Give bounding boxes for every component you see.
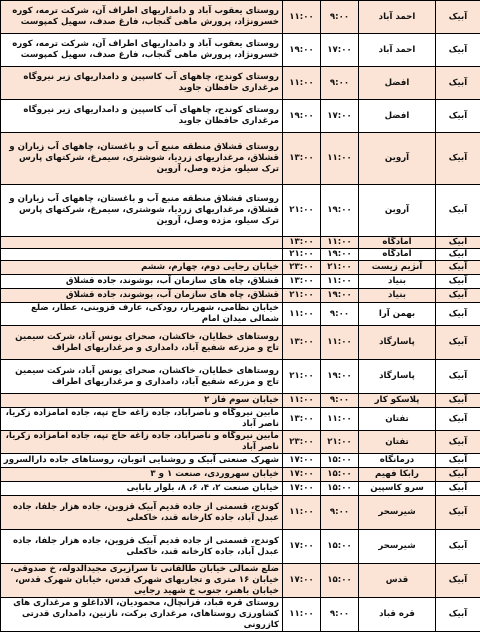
description-cell: خیابان رجایی دوم، چهارم، ششم xyxy=(1,261,283,275)
area-cell: رابکا فهیم xyxy=(359,468,436,482)
table-row xyxy=(1,237,480,249)
table-row xyxy=(1,326,480,360)
start-time-cell: ۱۵:۰۰ xyxy=(321,454,359,468)
end-time-cell: ۱۳:۰۰ xyxy=(283,237,321,249)
city-cell: آبیک xyxy=(436,100,480,133)
city-cell: آبیک xyxy=(436,598,480,632)
end-time-cell: ۲۳:۰۰ xyxy=(283,431,321,454)
table-row xyxy=(1,261,480,275)
start-time-cell: ۹:۰۰ xyxy=(321,1,359,34)
table-row xyxy=(1,564,480,598)
table-row xyxy=(1,431,480,454)
start-time-cell: ۹:۰۰ xyxy=(321,394,359,408)
table-row xyxy=(1,100,480,133)
table-row xyxy=(1,249,480,261)
description-cell: کوندج، قسمتی از جاده قدیم آبیک قزوین، جاده هزار جلفا، جاده عبدل آباد، جاده کارخانه قند، خاکعلی xyxy=(1,530,283,564)
description-cell: خیابان نظامی، شهریار، رودکی، عارف قزوینی، عطار، ضلع شمالی میدان امام xyxy=(1,303,283,326)
area-cell: آمادگاه xyxy=(359,249,436,261)
city-cell: آبیک xyxy=(436,303,480,326)
end-time-cell: ۱۷:۰۰ xyxy=(283,564,321,598)
table-row xyxy=(1,454,480,468)
end-time-cell: ۲۳:۰۰ xyxy=(283,261,321,275)
end-time-cell: ۱۱:۰۰ xyxy=(283,303,321,326)
start-time-cell: ۱۱:۰۰ xyxy=(321,326,359,360)
description-cell: شهرک صنعتی آبیک و روشنایی اتوبان، روستاهای جاده دارالسرور xyxy=(1,454,283,468)
area-cell: پاسارگاد xyxy=(359,326,436,360)
end-time-cell: ۱۹:۰۰ xyxy=(283,100,321,133)
table-row xyxy=(1,468,480,482)
area-cell: بنیاد xyxy=(359,289,436,303)
area-cell: قدس xyxy=(359,564,436,598)
end-time-cell: ۱۳:۰۰ xyxy=(283,408,321,431)
area-cell: افضل xyxy=(359,67,436,100)
table-row xyxy=(1,496,480,530)
table-row xyxy=(1,34,480,67)
city-cell: آبیک xyxy=(436,408,480,431)
table-row xyxy=(1,1,480,34)
area-cell: آمادگاه xyxy=(359,237,436,249)
description-cell: کوندج، قسمتی از جاده قدیم آبیک قزوین، جاده هزار جلفا، جاده عبدل آباد، جاده کارخانه قند، خاکعلی xyxy=(1,496,283,530)
city-cell: آبیک xyxy=(436,237,480,249)
area-cell: احمد آباد xyxy=(359,1,436,34)
description-cell: خیابان سهروردی، صنعت ۱ و ۳ xyxy=(1,468,283,482)
city-cell: آبیک xyxy=(436,468,480,482)
end-time-cell: ۱۱:۰۰ xyxy=(283,496,321,530)
city-cell: آبیک xyxy=(436,360,480,394)
table-row xyxy=(1,275,480,289)
start-time-cell: ۱۹:۰۰ xyxy=(321,360,359,394)
start-time-cell: ۱۱:۰۰ xyxy=(321,133,359,185)
description-cell: خیابان صنعت ۲، ۴، ۶، ۸، بلوار بابایی xyxy=(1,482,283,496)
end-time-cell: ۱۳:۰۰ xyxy=(283,275,321,289)
description-cell: خیابان سوم فاز ۲ xyxy=(1,394,283,408)
area-cell: آنژیم زیست xyxy=(359,261,436,275)
table-row xyxy=(1,67,480,100)
area-cell: احمد آباد xyxy=(359,34,436,67)
table-row xyxy=(1,530,480,564)
area-cell: آروین xyxy=(359,133,436,185)
end-time-cell: ۱۹:۰۰ xyxy=(283,34,321,67)
area-cell: پاسارگاد xyxy=(359,360,436,394)
city-cell: آبیک xyxy=(436,530,480,564)
city-cell: آبیک xyxy=(436,67,480,100)
city-cell: آبیک xyxy=(436,496,480,530)
table-row xyxy=(1,289,480,303)
end-time-cell: ۱۷:۰۰ xyxy=(283,530,321,564)
area-cell: شیرسحر xyxy=(359,496,436,530)
table-row xyxy=(1,598,480,632)
area-cell: قره قباد xyxy=(359,598,436,632)
description-cell xyxy=(1,249,283,261)
city-cell: آبیک xyxy=(436,249,480,261)
end-time-cell: ۱۷:۰۰ xyxy=(283,482,321,496)
start-time-cell: ۱۵:۰۰ xyxy=(321,564,359,598)
end-time-cell: ۱۱:۰۰ xyxy=(283,1,321,34)
description-cell: روستای قشلاق منطقه منبع آب و باغستان، چاههای آب زیاران و قشلاق، مرغداریهای زردیا، شوشتری، سیمرغ، شرکتهای پارس ترک سیلو، مژده وصل، آروین xyxy=(1,185,283,237)
table-row xyxy=(1,185,480,237)
description-cell: روستای یعقوب آباد و دامداریهای اطراف آن، شرکت ترمه، کوره خسرونژاد، پرورش ماهی گنجاب، فارغ صدف، سهیل کمپوست xyxy=(1,34,283,67)
start-time-cell: ۲۱:۰۰ xyxy=(321,431,359,454)
description-cell: ضلع شمالی خیابان طالقانی تا سرازیری مجیدالدوله، خ صدوقی، خیابان ۱۶ متری و تجاریهای شهرک قدس، خیابان شهرک قدس، خیابان باهنر، جنوب خ شهید رجایی xyxy=(1,564,283,598)
description-cell: روستاهای خطایان، خاکشان، صحرای یونس آباد، شرکت سیمین تاج و مزرعه شفیع آباد، دامداری و مرغداریهای اطراف xyxy=(1,326,283,360)
description-cell: روستاهای خطایان، خاکشان، صحرای یونس آباد، شرکت سیمین تاج و مزرعه شفیع آباد، دامداری و مرغداریهای اطراف xyxy=(1,360,283,394)
area-cell: شیرسحر xyxy=(359,530,436,564)
city-cell: آبیک xyxy=(436,326,480,360)
area-cell: پلاسکو کار xyxy=(359,394,436,408)
city-cell: آبیک xyxy=(436,34,480,67)
table-row xyxy=(1,408,480,431)
area-cell: تفتان xyxy=(359,431,436,454)
start-time-cell: ۹:۰۰ xyxy=(321,598,359,632)
start-time-cell: ۱۹:۰۰ xyxy=(321,249,359,261)
start-time-cell: ۹:۰۰ xyxy=(321,303,359,326)
start-time-cell: ۱۱:۰۰ xyxy=(321,408,359,431)
end-time-cell: ۱۱:۰۰ xyxy=(283,598,321,632)
description-cell: روستای قشلاق منطقه منبع آب و باغستان، چاههای آب زیاران و قشلاق، مرغداریهای زردیا، شوشتری، سیمرغ، شرکتهای پارس ترک سیلو، مژده وصل، آروین xyxy=(1,133,283,185)
start-time-cell: ۲۱:۰۰ xyxy=(321,261,359,275)
description-cell: روستای یعقوب آباد و دامداریهای اطراف آن، شرکت ترمه، کوره خسرونژاد، پرورش ماهی گنجاب، فارغ صدف، سهیل کمپوست xyxy=(1,1,283,34)
city-cell: آبیک xyxy=(436,289,480,303)
description-cell: روستای قره قباد، قزانچال، محمودیان، آلاداغلو و مرغداری های کشاورزی روستاهای، مرغداری برکت، نازنین، دامداری قدرتی کازرونی xyxy=(1,598,283,632)
table-row xyxy=(1,133,480,185)
city-cell: آبیک xyxy=(436,133,480,185)
description-cell: روستای کوندج، چاههای آب کاسپین و دامداریهای زیر نیروگاه مرغداری حافظان جاوید xyxy=(1,100,283,133)
start-time-cell: ۱۷:۰۰ xyxy=(321,100,359,133)
start-time-cell: ۹:۰۰ xyxy=(321,496,359,530)
description-cell: مابین نیروگاه و ناصرآباد، جاده زاغه حاج تپه، جاده امامزاده زکریا، ناصر آباد xyxy=(1,408,283,431)
area-cell: بنیاد xyxy=(359,275,436,289)
area-cell: بهمن آرا xyxy=(359,303,436,326)
table-row xyxy=(1,482,480,496)
table-body xyxy=(1,1,480,632)
city-cell: آبیک xyxy=(436,261,480,275)
city-cell: آبیک xyxy=(436,431,480,454)
city-cell: آبیک xyxy=(436,454,480,468)
end-time-cell: ۱۱:۰۰ xyxy=(283,394,321,408)
end-time-cell: ۲۱:۰۰ xyxy=(283,249,321,261)
city-cell: آبیک xyxy=(436,185,480,237)
end-time-cell: ۱۳:۰۰ xyxy=(283,133,321,185)
description-cell xyxy=(1,237,283,249)
city-cell: آبیک xyxy=(436,275,480,289)
start-time-cell: ۱۱:۰۰ xyxy=(321,237,359,249)
end-time-cell: ۱۷:۰۰ xyxy=(283,454,321,468)
start-time-cell: ۱۹:۰۰ xyxy=(321,185,359,237)
start-time-cell: ۱۵:۰۰ xyxy=(321,530,359,564)
end-time-cell: ۱۳:۰۰ xyxy=(283,326,321,360)
area-cell: تفتان xyxy=(359,408,436,431)
city-cell: آبیک xyxy=(436,482,480,496)
table-row xyxy=(1,303,480,326)
end-time-cell: ۲۱:۰۰ xyxy=(283,185,321,237)
area-cell: درمانگاه xyxy=(359,454,436,468)
end-time-cell: ۲۱:۰۰ xyxy=(283,289,321,303)
area-cell: سرو کاسپین xyxy=(359,482,436,496)
description-cell: روستای کوندج، چاههای آب کاسپین و دامداریهای زیر نیروگاه مرغداری حافظان جاوید xyxy=(1,67,283,100)
table-row xyxy=(1,394,480,408)
description-cell: مابین نیروگاه و ناصرآباد، جاده زاغه حاج تپه، جاده امامزاده زکریا، ناصر آباد xyxy=(1,431,283,454)
description-cell: قشلاق، چاه های سازمان آب، بوشوند، جاده قشلاق xyxy=(1,275,283,289)
city-cell: آبیک xyxy=(436,564,480,598)
area-cell: آروین xyxy=(359,185,436,237)
start-time-cell: ۱۵:۰۰ xyxy=(321,482,359,496)
end-time-cell: ۱۱:۰۰ xyxy=(283,67,321,100)
start-time-cell: ۱۱:۰۰ xyxy=(321,275,359,289)
city-cell: آبیک xyxy=(436,1,480,34)
start-time-cell: ۱۵:۰۰ xyxy=(321,468,359,482)
area-cell: افضل xyxy=(359,100,436,133)
end-time-cell: ۱۷:۰۰ xyxy=(283,468,321,482)
start-time-cell: ۱۹:۰۰ xyxy=(321,289,359,303)
city-cell: آبیک xyxy=(436,394,480,408)
table-row xyxy=(1,360,480,394)
start-time-cell: ۱۷:۰۰ xyxy=(321,34,359,67)
description-cell: قشلاق، چاه های سازمان آب، بوشوند، جاده قشلاق xyxy=(1,289,283,303)
end-time-cell: ۲۱:۰۰ xyxy=(283,360,321,394)
start-time-cell: ۹:۰۰ xyxy=(321,67,359,100)
